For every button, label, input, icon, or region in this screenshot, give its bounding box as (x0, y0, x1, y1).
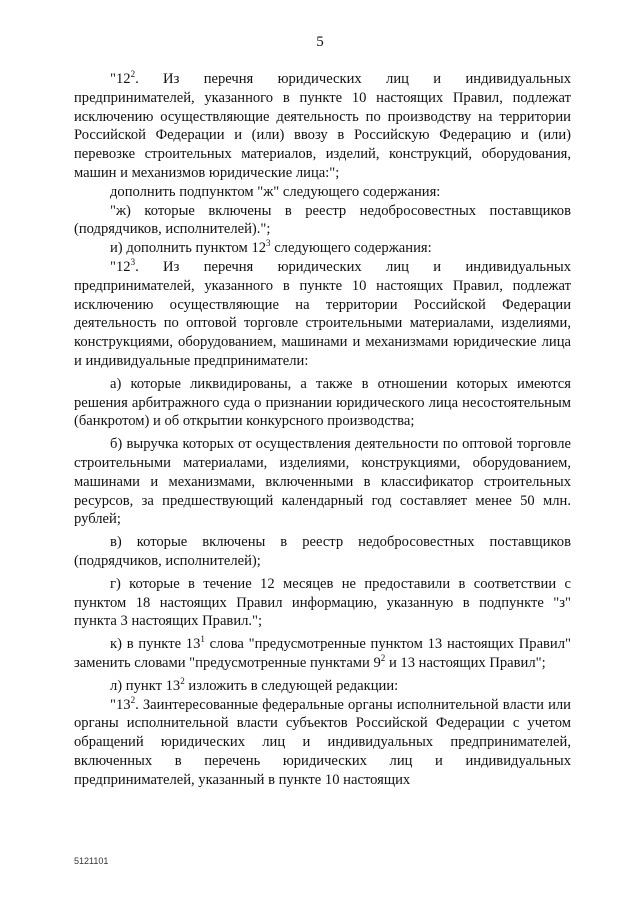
text-run: . Из перечня юридических лиц и индивидуальных предпринимателей, указанного в пункте 10 настоящих Правил, подлежат исключению осуществляющие на территории Российской Федерации деятельность по оптовой торговле строительными материалами, изделиями, конструкциями, оборудованием, машинами и механизмами юридические лица и индивидуальные предприниматели: (74, 258, 571, 369)
paragraph-p11 (74, 677, 571, 696)
text-run: "13 (110, 696, 131, 713)
text-run: "12 (110, 258, 131, 275)
text-run: дополнить подпунктом "ж" следующего содержания: (110, 183, 441, 200)
superscript: 2 (180, 675, 185, 686)
paragraph-p12 (74, 696, 571, 790)
superscript: 1 (200, 634, 205, 645)
paragraph-p5 (74, 258, 571, 371)
text-run: и) дополнить пунктом 12 (110, 240, 267, 257)
text-run: к) в пункте 13 (110, 636, 201, 653)
text-run: г) которые в течение 12 месяцев не предоставили в соответствии с пунктом 18 настоящих Правил информацию, указанную в подпункте "з" пункта 3 настоящих Правил."; (74, 575, 571, 630)
superscript: 3 (266, 238, 271, 249)
paragraph-p4 (74, 239, 571, 258)
text-run: . Из перечня юридических лиц и индивидуальных предпринимателей, указанного в пункте 10 настоящих Правил, подлежат исключению осуществляющие деятельность по производству на территории Российской Федерации и (или) ввозу в Российскую Федерацию и (или) перевозке строительных материалов, изделий, конструкций, оборудования, машин и механизмов юридические лица:"; (74, 71, 571, 181)
superscript: 2 (130, 69, 136, 80)
superscript: 2 (380, 653, 386, 664)
text-run: слова "предусмотренные пунктом 13 настоящих Правил" заменить словами "предусмотренные пунктами 9 (74, 636, 571, 671)
paragraph-p1 (74, 70, 571, 183)
paragraph-p3 (74, 202, 571, 240)
text-run: и 13 настоящих Правил"; (385, 654, 546, 671)
text-run: в) которые включены в реестр недобросовестных поставщиков (подрядчиков, исполнителей); (74, 534, 571, 569)
paragraph-p7 (74, 435, 571, 529)
superscript: 2 (130, 694, 136, 705)
text-run: изложить в следующей редакции: (184, 677, 399, 694)
text-run: "12 (110, 71, 131, 87)
paragraph-p8 (74, 533, 571, 571)
text-run: "ж) которые включены в реестр недобросовестных поставщиков (подрядчиков, исполнителей)."; (74, 202, 571, 238)
document-body (74, 70, 571, 789)
text-run: . Заинтересованные федеральные органы исполнительной власти или органы исполнительной власти субъектов Российской Федерации с учетом обращений юридических лиц и индивидуальных предпринимателей, включенных в перечень юридических лиц и индивидуальных предпринимателей, указанный в пункте 10 настоящих (74, 696, 571, 788)
paragraph-p10 (74, 635, 571, 673)
paragraph-p2 (74, 183, 571, 202)
text-run: следующего содержания: (270, 240, 432, 257)
paragraph-p9 (74, 575, 571, 631)
text-run: л) пункт 13 (110, 677, 181, 694)
text-run: а) которые ликвидированы, а также в отношении которых имеются решения арбитражного суда о признании юридического лица несостоятельным (банкротом) и об открытии конкурсного производства; (74, 375, 571, 430)
text-run: б) выручка которых от осуществления деятельности по оптовой торговле строительными материалами, изделиями, конструкциями, оборудованием, машинами и механизмами, включенными в классификатор строительных ресурсов, за предшествующий календарный год составляет менее 50 млн. рублей; (74, 436, 571, 528)
footer-code: 5121101 (74, 856, 109, 866)
page-number: 5 (316, 34, 324, 50)
superscript: 3 (130, 257, 136, 268)
paragraph-p6 (74, 375, 571, 431)
